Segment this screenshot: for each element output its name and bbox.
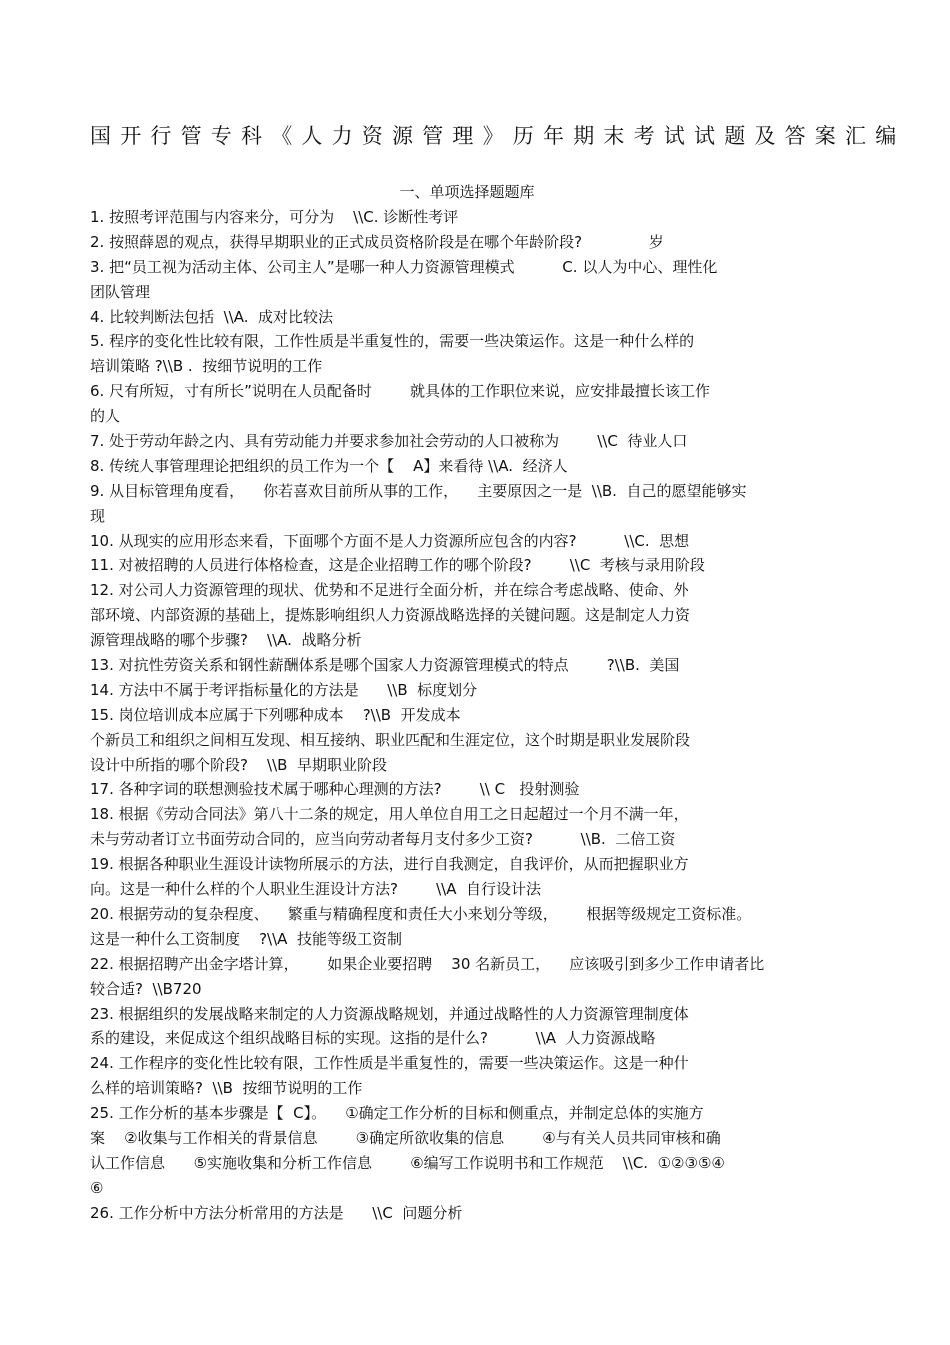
text-line: 这是一种什么工资制度 ?\\A 技能等级工资制 — [90, 929, 402, 948]
text-line: 源管理战略的哪个步骤? \\A. 战略分析 — [90, 631, 362, 650]
text-line: 现 — [90, 506, 106, 525]
text-line: 10. 从现实的应用形态来看，下面哪个方面不是人力资源所应包含的内容? \\C. 思想 — [90, 531, 690, 550]
text-line: 培训策略 ?\\B . 按细节说明的工作 — [90, 357, 323, 376]
text-line: 个新员工和组织之间相互发现、相互接纳、职业匹配和生涯定位，这个时期是职业发展阶段 — [90, 730, 691, 749]
text-line: 案 ②收集与工作相关的背景信息 ③确定所欲收集的信息 ④与有关人员共同审核和确 — [90, 1128, 721, 1147]
text-line: 24. 工作程序的变化性比较有限，工作性质是半重复性的，需要一些决策运作。这是一种什 — [90, 1054, 689, 1073]
text-line: 19. 根据各种职业生涯设计读物所展示的方法，进行自我测定，自我评价，从而把握职业方 — [90, 855, 689, 874]
text-line: 2. 按照薛恩的观点，获得早期职业的正式成员资格阶段是在哪个年龄阶段? 岁 — [90, 232, 664, 251]
text-line: 系的建设，来促成这个组织战略目标的实现。这指的是什么? \\A 人力资源战略 — [90, 1029, 656, 1048]
text-line: 设计中所指的哪个阶段? \\B 早期职业阶段 — [90, 755, 387, 774]
text-line: 17. 各种字词的联想测验技术属于哪种心理测的方法? \\ C 投射测验 — [90, 780, 580, 799]
text-line: ⑥ — [90, 1178, 104, 1197]
text-line: 20. 根据劳动的复杂程度、 繁重与精确程度和责任大小来划分等级， 根据等级规定工资标准。 — [90, 904, 752, 923]
text-line: 部环境、内部资源的基础上，提炼影响组织人力资源战略选择的关键问题。这是制定人力资 — [90, 606, 691, 625]
text-line: 6. 尺有所短，寸有所长”说明在人员配备时 就具体的工作职位来说，应安排最擅长该工作 — [90, 382, 710, 401]
question-list — [90, 205, 850, 1226]
text-line: 4. 比较判断法包括 \\A. 成对比较法 — [90, 307, 334, 326]
text-line: 12. 对公司人力资源管理的现状、优势和不足进行全面分析，并在综合考虑战略、使命、外 — [90, 581, 689, 600]
text-line: 23. 根据组织的发展战略来制定的人力资源战略规划，并通过战略性的人力资源管理制度体 — [90, 1004, 689, 1023]
text-line: 15. 岗位培训成本应属于下列哪种成本 ?\\B 开发成本 — [90, 705, 461, 724]
document-title: 国开行管专科《人力资源管理》历年期末考试试题及答案汇编 — [90, 124, 906, 148]
section-heading-text: 一、单项选择题题库 — [399, 183, 535, 201]
text-line: 7. 处于劳动年龄之内、具有劳动能力并要求参加社会劳动的人口被称为 \\C 待业人口 — [90, 432, 688, 451]
text-line: 26. 工作分析中方法分析常用的方法是 \\C 问题分析 — [90, 1203, 463, 1222]
text-line: 22. 根据招聘产出金字塔计算， 如果企业要招聘 30 名新员工， 应该吸引到多少工作申请者比 — [90, 954, 765, 973]
section-heading — [0, 180, 950, 204]
text-line: 未与劳动者订立书面劳动合同的，应当向劳动者每月支付多少工资? \\B. 二倍工资 — [90, 830, 676, 849]
text-line: 8. 传统人事管理理论把组织的员工作为一个【 A】来看待 \\A. 经济人 — [90, 456, 568, 475]
text-line: 较合适? \\B720 — [90, 979, 202, 998]
text-line: 11. 对被招聘的人员进行体格检查，这是企业招聘工作的哪个阶段? \\C 考核与录用阶段 — [90, 556, 705, 575]
text-line: 么样的培训策略? \\B 按细节说明的工作 — [90, 1079, 363, 1098]
text-line: 25. 工作分析的基本步骤是【 C】。 ①确定工作分析的目标和侧重点，并制定总体的实施方 — [90, 1104, 704, 1123]
text-line: 18. 根据《劳动合同法》第八十二条的规定，用人单位自用工之日起超过一个月不满一年， — [90, 805, 689, 824]
text-line: 9. 从目标管理角度看， 你若喜欢目前所从事的工作， 主要原因之一是 \\B. 自己的愿望能够实 — [90, 481, 747, 500]
text-line: 1. 按照考评范围与内容来分，可分为 \\C. 诊断性考评 — [90, 208, 459, 226]
text-line: 14. 方法中不属于考评指标量化的方法是 \\B 标度划分 — [90, 680, 478, 699]
text-line: 的人 — [90, 407, 121, 426]
text-line: 5. 程序的变化性比较有限，工作性质是半重复性的，需要一些决策运作。这是一种什么样的 — [90, 332, 695, 351]
text-line: 3. 把“员工视为活动主体、公司主人”是哪一种人力资源管理模式 C. 以人为中心、理性化 — [90, 257, 718, 276]
text-line: 13. 对抗性劳资关系和钢性薪酬体系是哪个国家人力资源管理模式的特点 ?\\B. 美国 — [90, 656, 680, 675]
text-line: 向。这是一种什么样的个人职业生涯设计方法? \\A 自行设计法 — [90, 880, 542, 899]
text-line: 团队管理 — [90, 282, 151, 301]
text-line: 认工作信息 ⑤实施收集和分析工作信息 ⑥编写工作说明书和工作规范 \\C. ①②③⑤④ — [90, 1153, 725, 1172]
